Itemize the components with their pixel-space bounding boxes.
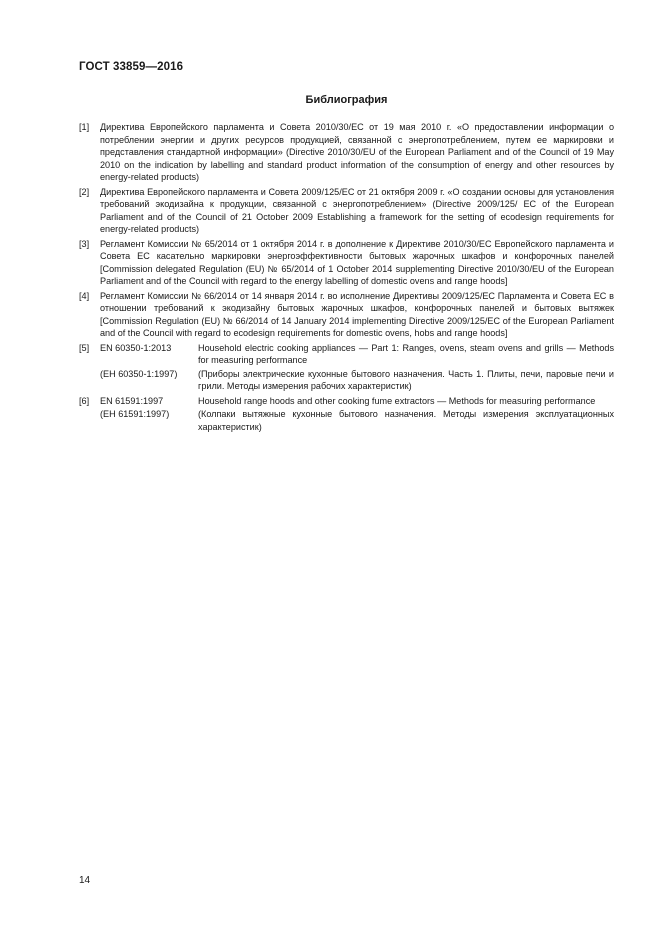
- bibliography-entry: [79, 186, 614, 236]
- entry-number: [6]: [79, 395, 90, 406]
- standard-code: EN 60350-1:2013: [100, 342, 172, 353]
- standard-ru-code: (EH 61591:1997): [100, 409, 170, 419]
- entry-number: [5]: [79, 342, 90, 353]
- standard-translation: [100, 368, 614, 393]
- standard-code: EN 61591:1997: [100, 395, 164, 406]
- entry-text: Регламент Комиссии № 65/2014 от 1 октября 2014 г. в дополнение к Директиве 2010/30/ЕС Европейского парламента и Совета ЕС касательно маркировки энергоэффективности бытовых жарочных шкафов и конфорочных панелей [Commission delegated Regulation (EU) № 65/2014 of 1 October 2014 supplementing Directive 2010/30/EU of the European Parliament and of the Council with regard to the energy labelling of domestic ovens and range hoods]: [100, 238, 614, 286]
- entry-number: [3]: [79, 238, 90, 249]
- standard-title: Household electric cooking appliances — Part 1: Ranges, ovens, steam ovens and grills — Methods for measuring performance: [198, 342, 614, 365]
- entry-text: Регламент Комиссии № 66/2014 от 14 января 2014 г. во исполнение Директивы 2009/125/ЕС Парламента и Совета ЕС в отношении требований к экодизайну бытовых жарочных шкафов, конфорочных панелей и бытовых вытяжек [Commission Regulation (EU) № 66/2014 of 14 January 2014 implementing Directive 2009/125/EC of the European Parliament and of the Council with regard to ecodesign requirements for domestic ovens, hobs and range hoods]: [100, 290, 614, 338]
- standard-block: [100, 395, 614, 434]
- bibliography-list: [79, 121, 614, 435]
- bibliography-entry: [79, 238, 614, 288]
- entry-text: Директива Европейского парламента и Совета 2010/30/ЕС от 19 мая 2010 г. «О предоставлении информации о потреблении энергии и других ресурсов продукцией, связанной с энергопотреблением, путем ее маркировки и представления стандартной информации» (Directive 2010/30/EU of the European Parliament and of the Council of 19 May 2010 on the indication by labelling and standard product information of the consumption of energy and other resources by energy-related products): [100, 122, 614, 182]
- entry-number: [2]: [79, 186, 90, 197]
- standard-ru-title: (Приборы электрические кухонные бытового назначения. Часть 1. Плиты, печи, паровые печи и грили. Методы измерения рабочих характеристик): [198, 368, 614, 391]
- entry-text: Директива Европейского парламента и Совета 2009/125/ЕС от 21 октября 2009 г. «О создании основы для установления требований экодизайна к продукции, связанной с энергопотреблением» (Directive 2009/125/ EC of the European Parliament and of the Council of 21 October 2009 Establishing a framework for the setting of ecodesign requirements for energy-related products): [100, 186, 614, 234]
- standard-title: Household range hoods and other cooking fume extractors — Methods for measuring performance: [198, 395, 596, 406]
- entry-number: [1]: [79, 122, 90, 132]
- standard-ru-title: (Колпаки вытяжные кухонные бытового назначения. Методы измерения эксплуатационных характеристик): [198, 409, 614, 432]
- standard-block: [100, 342, 614, 393]
- standard-translation: [100, 408, 614, 433]
- entry-number: [4]: [79, 290, 90, 301]
- standard-original: [100, 395, 614, 408]
- section-title: Библиография: [305, 94, 388, 106]
- standard-entry: [79, 342, 614, 393]
- bibliography-entry: [79, 290, 614, 340]
- standard-ru-code: (EH 60350-1:1997): [100, 368, 178, 379]
- page-number: 14: [79, 875, 91, 886]
- standard-original: [100, 342, 614, 367]
- standard-entry: [79, 395, 614, 434]
- document-identifier: ГОСТ 33859—2016: [79, 61, 184, 73]
- bibliography-entry: [79, 121, 614, 184]
